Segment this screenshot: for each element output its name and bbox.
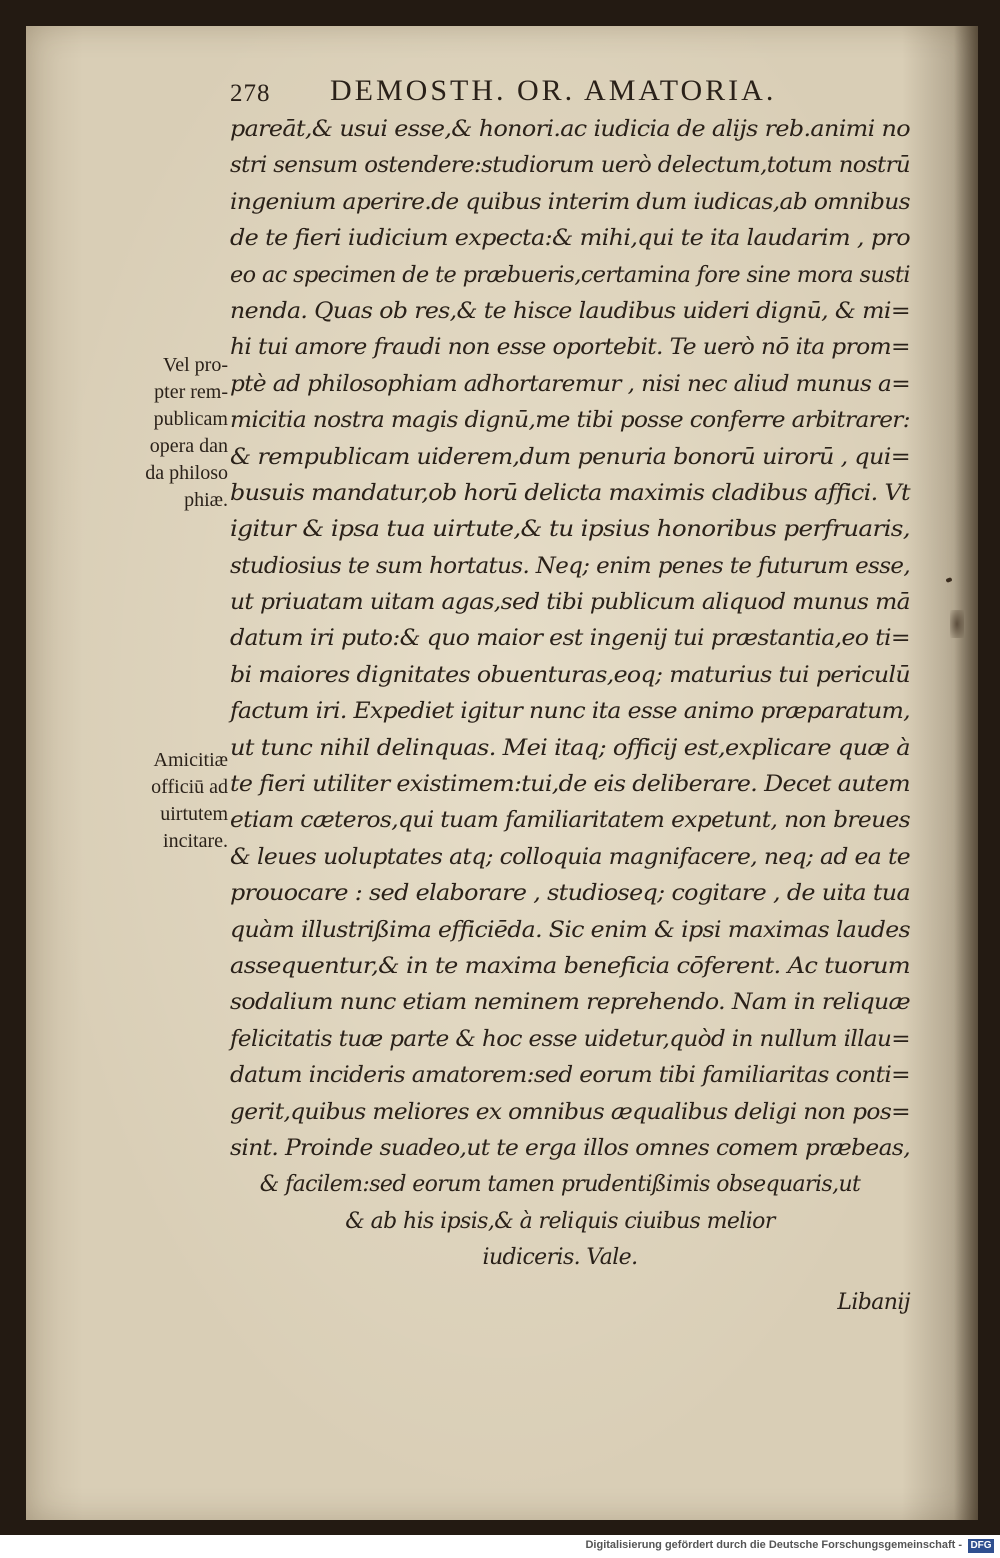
text-line: felicitatis tuæ parte & hoc esse uidetur,quòd in nullum illau= [230, 1026, 911, 1052]
text-line: & leues uoluptates atq; colloquia magnifacere, neq; ad ea te [230, 844, 910, 870]
text-line: te fieri utiliter existimem:tui,de eis deliberare. Decet autem [230, 772, 910, 798]
text-line: igitur & ipsa tua uirtute,& tu ipsius honoribus perfruaris, [230, 517, 910, 543]
running-head [230, 74, 830, 114]
text-line: factum iri. Expediet igitur nunc ita esse animo præparatum, [230, 699, 910, 725]
main-text-block [230, 112, 910, 1321]
marginal-note-line: Vel pro- [163, 354, 228, 376]
text-line: studiosius te sum hortatus. Neq; enim penes te futurum esse, [230, 553, 911, 579]
catchword: Libanij [837, 1289, 910, 1315]
marginal-note-line: pter rem- [154, 381, 228, 403]
text-line: eo ac specimen de te præbueris,certamina fore sine mora susti [230, 262, 910, 288]
text-line: busuis mandatur,ob horū delicta maximis cladibus affici. Vt [230, 480, 910, 506]
text-line: etiam cæteros,qui tuam familiaritatem expetunt, non breues [230, 808, 910, 834]
marginal-note-line: Amicitiæ [153, 749, 228, 771]
page-stain [950, 610, 964, 638]
marginal-note-line: officiū ad [151, 776, 228, 798]
funding-notice: Digitalisierung gefördert durch die Deutsche Forschungsgemeinschaft - [585, 1539, 962, 1551]
dfg-logo: DFG [968, 1539, 994, 1553]
text-line: prouocare : sed elaborare , studioseq; cogitare , de uita tua [230, 881, 911, 907]
text-line-closing: iudiceris. Vale. [482, 1245, 638, 1271]
marginal-note-line: opera dan [149, 435, 228, 457]
text-line: nenda. Quas ob res,& te hisce laudibus uideri dignū, & mi= [230, 298, 910, 324]
marginal-note-line: phiæ. [184, 489, 228, 511]
text-line: pareāt,& usui esse,& honori.ac iudicia de alijs reb.animi no [230, 117, 910, 142]
text-line: datum iri puto:& quo maior est ingenij tui præstantia,eo ti= [230, 626, 911, 652]
page-number: 278 [230, 80, 271, 107]
marginal-note-line: incitare. [163, 830, 228, 852]
marginal-note-line: da philoso [145, 462, 228, 484]
text-line: de te fieri iudicium expecta:& mihi,qui te ita laudarim , pro [230, 226, 911, 252]
running-title: DEMOSTH. OR. AMATORIA. [330, 74, 777, 107]
marginal-note [100, 352, 228, 514]
text-line: & facilem:sed eorum tamen prudentißimis obsequaris,ut [259, 1172, 861, 1198]
text-line: sodalium nunc etiam neminem reprehendo. Nam in reliquæ [230, 990, 911, 1016]
text-line: ut priuatam uitam agas,sed tibi publicum aliquod munus mā [230, 590, 910, 616]
text-line: datum incideris amatorem:sed eorum tibi familiaritas conti= [230, 1063, 911, 1089]
marginal-note [100, 747, 228, 855]
text-line: ut tunc nihil delinquas. Mei itaq; officij est,explicare quæ à [230, 735, 910, 761]
text-line: & rempublicam uiderem,dum penuria bonorū uirorū , qui= [230, 444, 911, 470]
text-line: quàm illustrißima efficiēda. Sic enim & ipsi maximas laudes [230, 917, 910, 943]
digitization-footer [0, 1535, 1000, 1558]
text-line: sint. Proinde suadeo,ut te erga illos omnes comem præbeas, [230, 1135, 911, 1161]
text-line: hi tui amore fraudi non esse oportebit. Te uerò nō ita prom= [230, 335, 910, 361]
text-line: assequentur,& in te maxima beneficia cōferent. Ac tuorum [230, 953, 911, 979]
marginal-note-line: publicam [153, 408, 228, 430]
text-line: micitia nostra magis dignū,me tibi posse conferre arbitrarer: [230, 408, 910, 434]
text-line: & ab his ipsis,& à reliquis ciuibus melior [345, 1208, 775, 1234]
text-line: stri sensum ostendere:studiorum uerò delectum,totum nostrū [230, 153, 910, 179]
text-line: ingenium aperire.de quibus interim dum iudicas,ab omnibus [230, 189, 911, 215]
text-line: bi maiores dignitates obuenturas,eoq; maturius tui periculū [230, 662, 911, 688]
text-line: ptè ad philosophiam adhortaremur , nisi nec aliud munus a= [230, 371, 911, 397]
text-line: gerit,quibus meliores ex omnibus æqualibus deligi non pos= [230, 1099, 911, 1125]
marginal-note-line: uirtutem [160, 803, 228, 825]
